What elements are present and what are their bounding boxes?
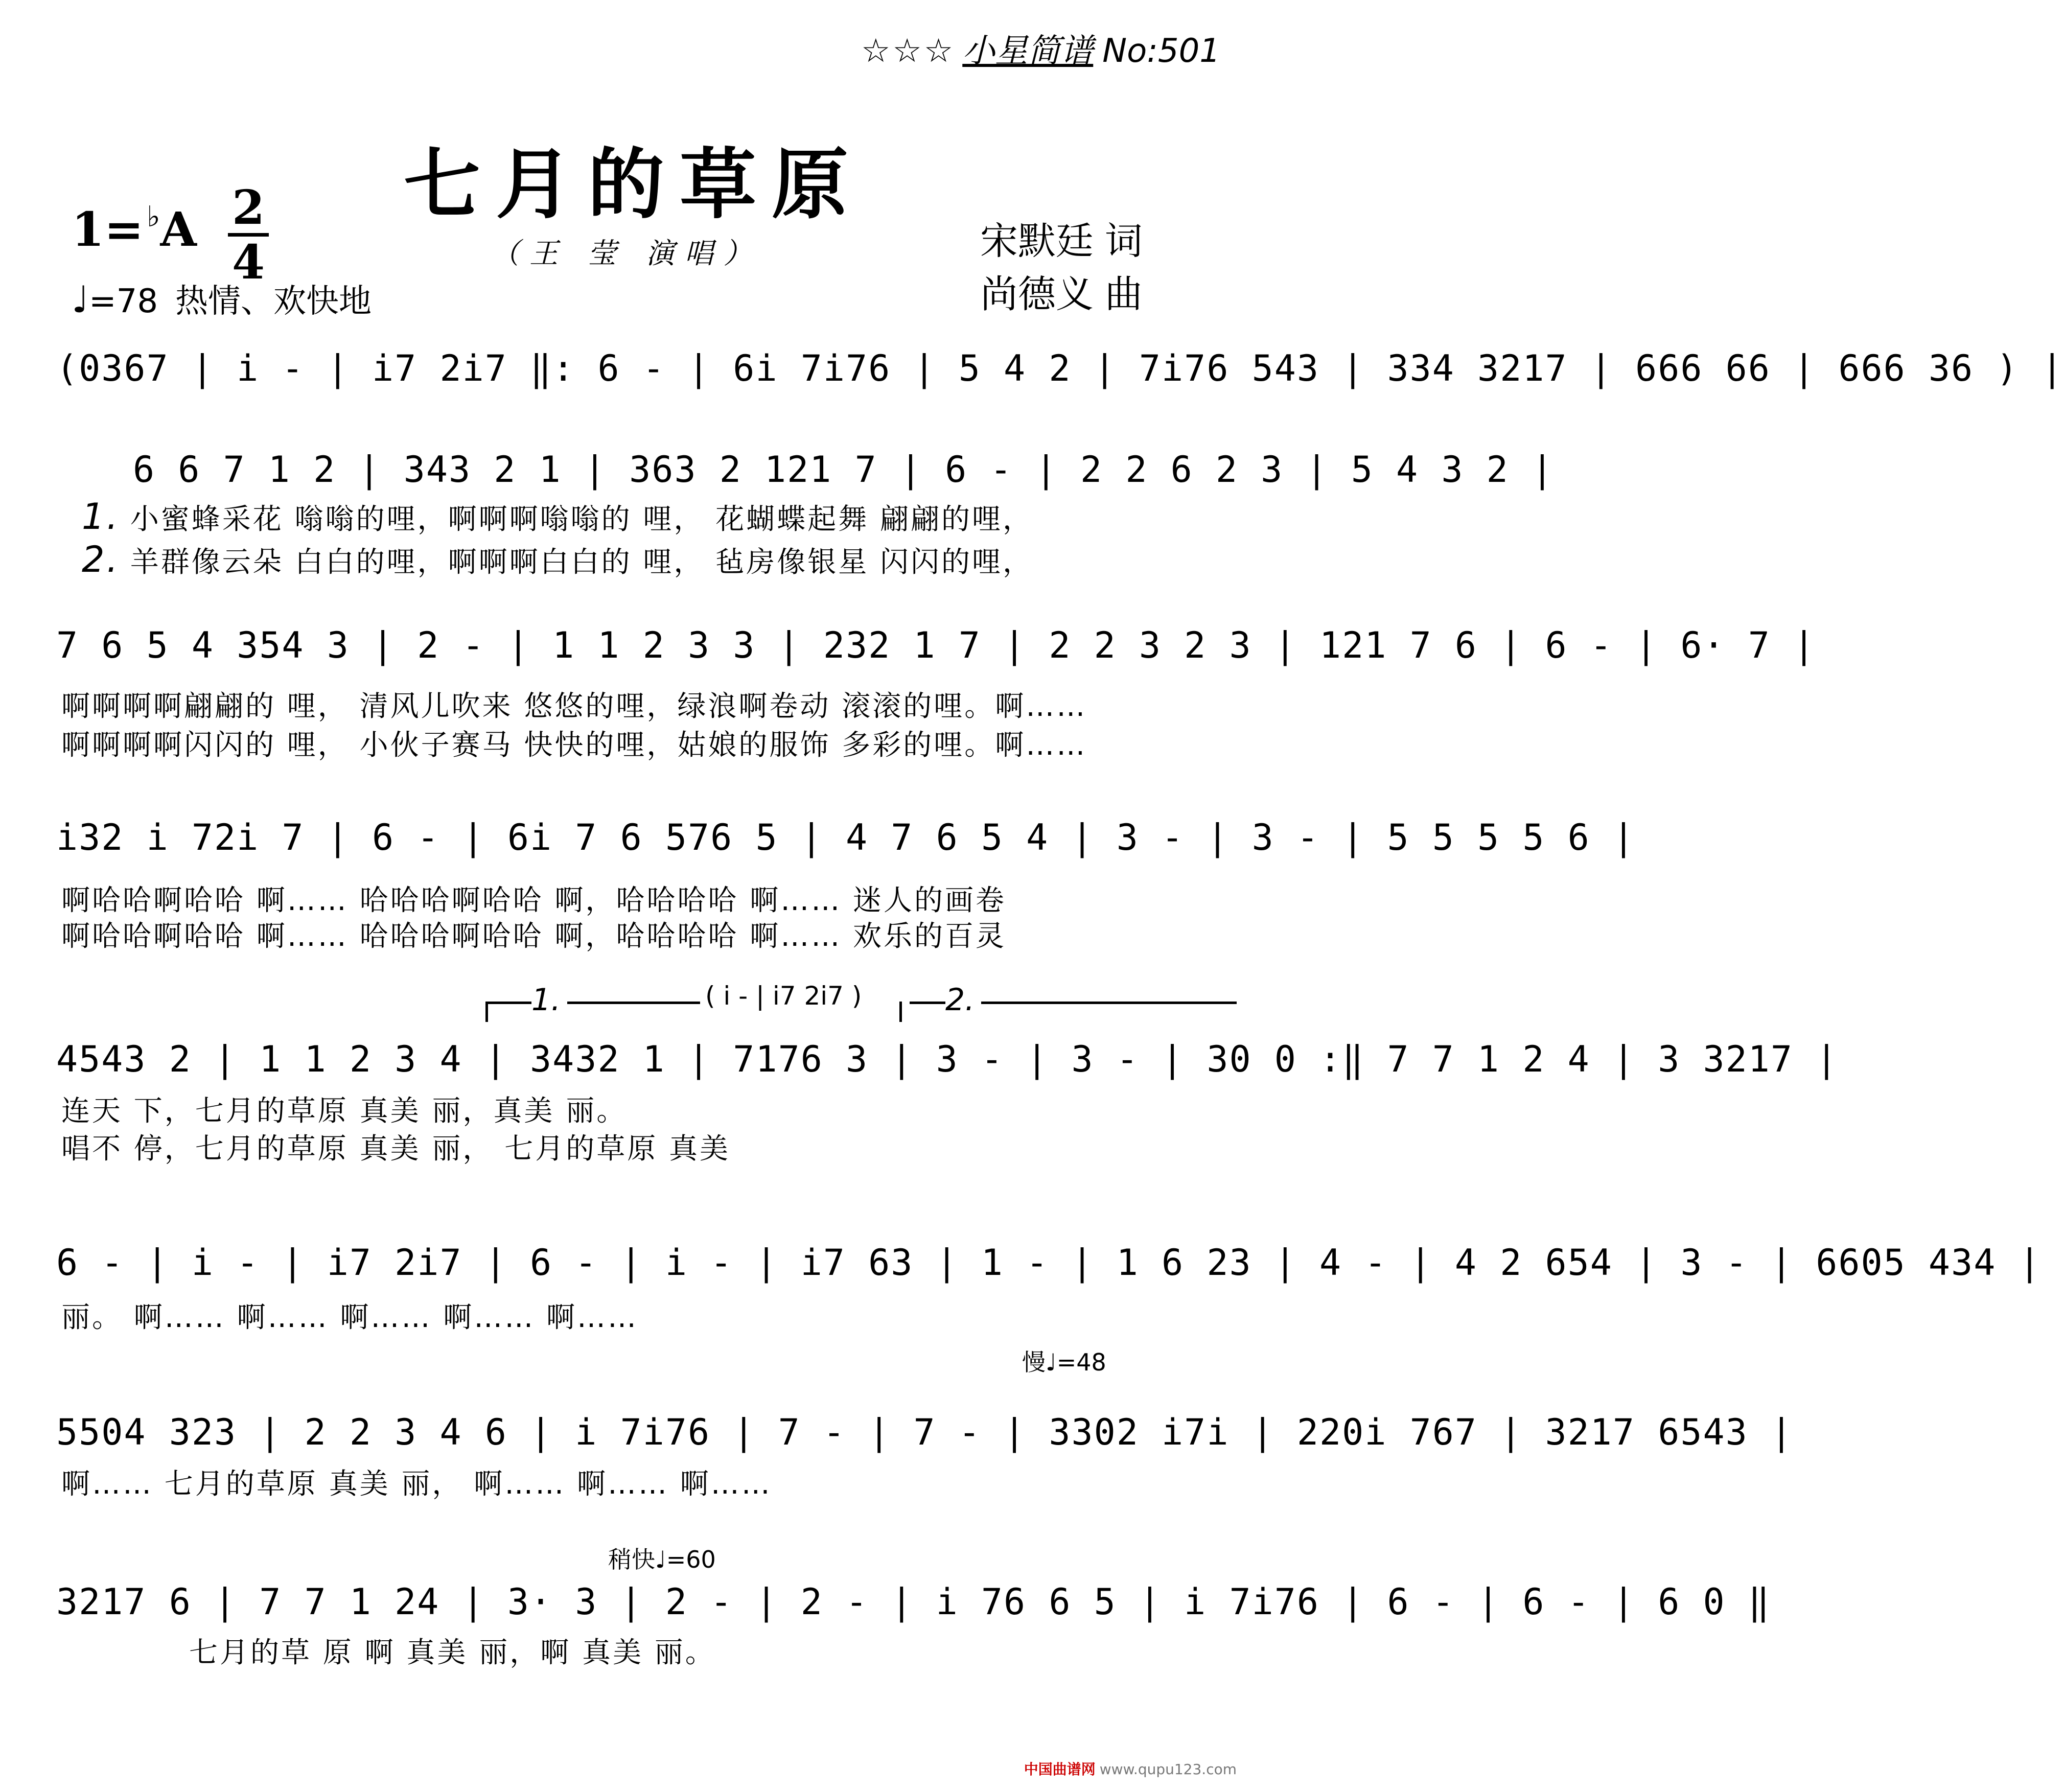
quarter-note-icon: ♩ <box>655 1546 666 1573</box>
lyrics-row-5: 丽。 啊…… 啊…… 啊…… 啊…… 啊…… <box>61 1301 639 1334</box>
verse-number-1: 1. <box>82 496 120 538</box>
composer-name: 尚德义 <box>980 272 1094 316</box>
tempo-slow-value: =48 <box>1056 1348 1106 1376</box>
lyricist-line <box>980 215 1143 268</box>
volta-1-label: 1. <box>531 982 561 1018</box>
lyrics-row-7: 七月的草 原 啊 真美 丽，啊 真美 丽。 <box>189 1636 716 1669</box>
lyrics-row-3-verse1: 啊哈哈啊哈哈 啊…… 哈哈哈啊哈哈 啊，哈哈哈哈 啊…… 迷人的画卷 <box>61 884 1007 917</box>
score-row-4: 4543 2 | 1 1 2 3 4 | 3432 1 | 7176 3 | 3 - | 3 - | 30 0 :‖ 7 7 1 2 4 | 3 3217 | <box>56 1038 1839 1080</box>
brand-header <box>861 25 1220 72</box>
lyrics-row-3-verse2: 啊哈哈啊哈哈 啊…… 哈哈哈啊哈哈 啊，哈哈哈哈 啊…… 欢乐的百灵 <box>61 920 1007 953</box>
volta-1-end-tick <box>899 1002 902 1022</box>
lyricist-role: 词 <box>1105 219 1143 263</box>
score-row-7: 3217 6 | 7 7 1 24 | 3· 3 | 2 - | 2 - | i 76 6 5 | i 7i76 | 6 - | 6 - | 6 0 ‖ <box>56 1581 1771 1623</box>
tempo-faster-word: 稍快 <box>608 1546 655 1573</box>
verse-number-2: 2. <box>82 539 120 580</box>
score-number: No:501 <box>1102 32 1220 70</box>
lyric-text: 小蜜蜂采花 嗡嗡的哩，啊啊啊嗡嗡的 哩， 花蝴蝶起舞 翩翩的哩， <box>130 503 1033 536</box>
score-row-3: i32 i 72i 7 | 6 - | 6i 7 6 576 5 | 4 7 6 5 4 | 3 - | 3 - | 5 5 5 5 6 | <box>56 817 1636 858</box>
tempo-marking <box>72 275 372 322</box>
site-watermark <box>1024 1758 1237 1779</box>
brand-stars: ☆☆☆ <box>861 32 956 70</box>
key-prefix: 1= <box>72 202 144 257</box>
meter-top: 2 <box>231 180 265 235</box>
volta-1-notes: ( i - | i7 2i7 ) <box>705 981 862 1011</box>
credits <box>980 215 1143 321</box>
score-row-1: 6 6 7 1 2 | 343 2 1 | 363 2 121 7 | 6 - | 2 2 6 2 3 | 5 4 3 2 | <box>133 449 1555 491</box>
brand-name: 小星简谱 <box>962 32 1094 70</box>
watermark-logo: 中国曲谱网 <box>1024 1761 1096 1778</box>
song-title: 七月的草原 <box>403 139 864 229</box>
performer: （王 莹 演唱） <box>491 237 762 270</box>
score-row-intro: (0367 | i - | i7 2i7 ‖: 6 - | 6i 7i76 | 5 4 2 | 7i76 543 | 334 3217 | 666 66 | 666 36 ) | <box>56 347 2064 389</box>
lyrics-row-6: 啊…… 七月的草原 真美 丽， 啊…… 啊…… 啊…… <box>61 1468 772 1501</box>
lyrics-row-4-verse2: 唱不 停，七月的草原 真美 丽， 七月的草原 真美 <box>61 1132 731 1166</box>
tempo-faster-value: =60 <box>666 1546 716 1573</box>
volta-2-line <box>981 1002 1237 1004</box>
composer-line <box>980 268 1143 321</box>
tempo-value: =78 <box>88 283 158 320</box>
volta-1-line-start <box>485 1002 531 1004</box>
tempo-slow <box>1022 1344 1106 1378</box>
lyricist-name: 宋默廷 <box>980 219 1094 263</box>
tempo-faster <box>608 1541 716 1575</box>
key-signature <box>72 200 197 257</box>
lyrics-row-4-verse1: 连天 下，七月的草原 真美 丽，真美 丽。 <box>61 1095 628 1128</box>
lyric-text: 羊群像云朵 白白的哩，啊啊啊白白的 哩， 毡房像银星 闪闪的哩， <box>130 546 1033 579</box>
flat-sign: ♭ <box>147 200 160 234</box>
time-signature <box>228 180 269 290</box>
composer-role: 曲 <box>1105 272 1143 316</box>
lyrics-row-1-verse2 <box>82 539 1237 580</box>
key-note: A <box>160 202 197 257</box>
lyrics-row-2-verse2: 啊啊啊啊闪闪的 哩， 小伙子赛马 快快的哩，姑娘的服饰 多彩的哩。啊…… <box>61 729 1087 762</box>
lyrics-row-1-verse1 <box>82 496 1237 538</box>
watermark-url: www.qupu123.com <box>1099 1761 1237 1778</box>
quarter-note-icon: ♩ <box>1046 1348 1057 1376</box>
tempo-mood: 热情、欢快地 <box>175 283 372 320</box>
meter-bottom: 4 <box>231 235 265 290</box>
score-row-6: 5504 323 | 2 2 3 4 6 | i 7i76 | 7 - | 7 - | 3302 i7i | 220i 767 | 3217 6543 | <box>56 1411 1794 1453</box>
score-row-5: 6 - | i - | i7 2i7 | 6 - | i - | i7 63 | 1 - | 1 6 23 | 4 - | 4 2 654 | 3 - | 6605 434 | <box>56 1242 2042 1284</box>
volta-2-label: 2. <box>945 982 975 1018</box>
volta-2-line-start <box>910 1002 945 1004</box>
quarter-note-icon: ♩ <box>72 278 89 321</box>
lyrics-row-2-verse1: 啊啊啊啊翩翩的 哩， 清风儿吹来 悠悠的哩，绿浪啊卷动 滚滚的哩。啊…… <box>61 690 1087 723</box>
volta-1-line <box>567 1002 700 1004</box>
score-row-2: 7 6 5 4 354 3 | 2 - | 1 1 2 3 3 | 232 1 7 | 2 2 3 2 3 | 121 7 6 | 6 - | 6· 7 | <box>56 624 1816 666</box>
volta-1-tick <box>485 1002 488 1022</box>
tempo-slow-word: 慢 <box>1022 1348 1046 1376</box>
